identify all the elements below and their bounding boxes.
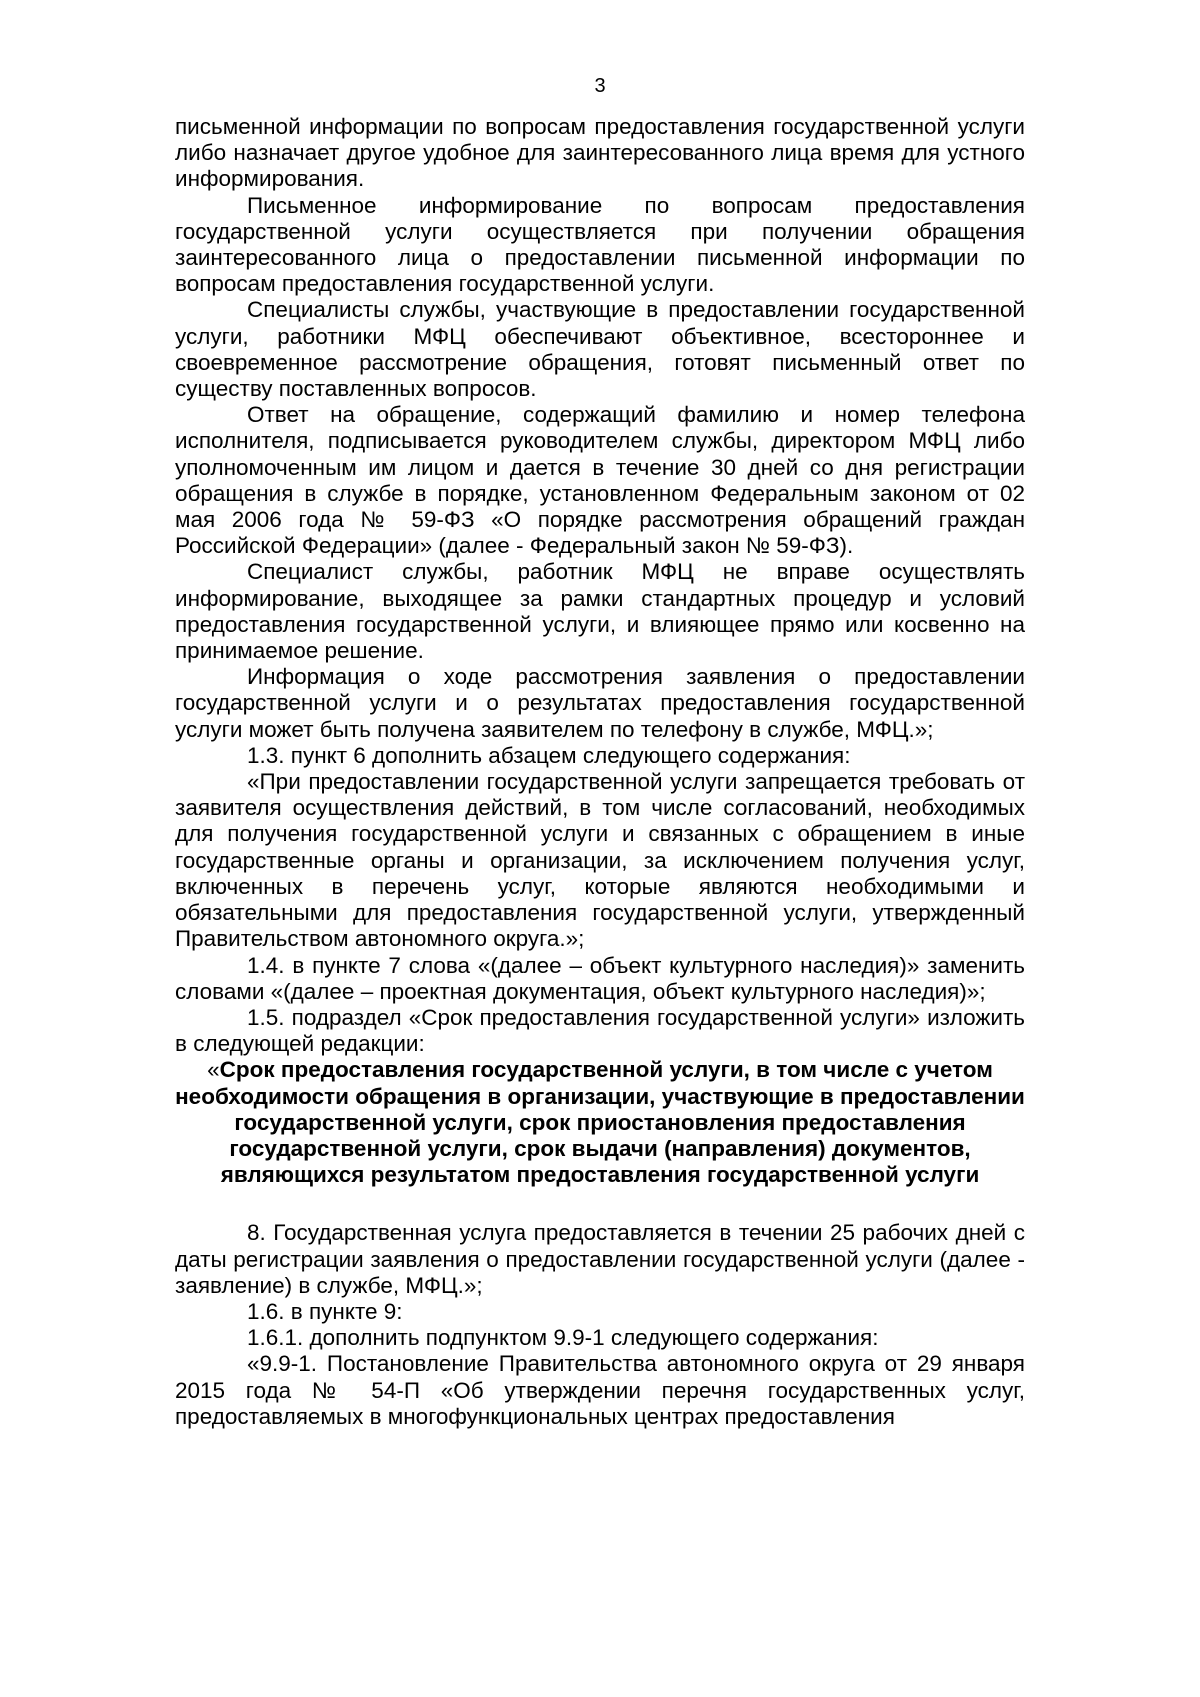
paragraph: Специалисты службы, участвующие в предоставлении государственной услуги, работники МФЦ обеспечивают объективное, всестороннее и своевременное рассмотрение обращения, готовят письменный ответ по существу поставленных вопросов. (175, 297, 1025, 402)
paragraph: 1.4. в пункте 7 слова «(далее – объект культурного наследия)» заменить словами «(далее – проектная документация, объект культурного наследия)»; (175, 952, 1025, 1004)
paragraph: письменной информации по вопросам предоставления государственной услуги либо назначает другое удобное для заинтересованного лица время для устного информирования. (175, 114, 1025, 192)
paragraph: Специалист службы, работник МФЦ не вправе осуществлять информирование, выходящее за рамки стандартных процедур и условий предоставления государственной услуги, и влияющее прямо или косвенно на принимаемое решение. (175, 559, 1025, 664)
paragraph: Ответ на обращение, содержащий фамилию и номер телефона исполнителя, подписывается руководителем службы, директором МФЦ либо уполномоченным им лицом и дается в течение 30 дней со дня регистрации обращения в службе в порядке, установленном Федеральным законом от 02 мая 2006 года № 59-ФЗ «О порядке рассмотрения обращений граждан Российской Федерации» (далее - Федеральный закон № 59-ФЗ). (175, 402, 1025, 559)
paragraph: Информация о ходе рассмотрения заявления о предоставлении государственной услуги и о результатах предоставления государственной услуги может быть получена заявителем по телефону в службе, МФЦ.»; (175, 664, 1025, 742)
heading-text: Срок предоставления государственной услуги, в том числе с учетом необходимости обращения в организации, участвующие в предоставлении государственной услуги, срок приостановления предоставления государственной услуги, срок выдачи (направления) документов, являющихся результатом предоставления государственной услуги (175, 1057, 1025, 1188)
paragraph: 1.5. подраздел «Срок предоставления государственной услуги» изложить в следующей редакции: (175, 1004, 1025, 1057)
document-body (175, 114, 1025, 1430)
paragraph: 1.3. пункт 6 дополнить абзацем следующего содержания: (247, 742, 851, 768)
paragraph: 8. Государственная услуга предоставляется в течении 25 рабочих дней с даты регистрации заявления о предоставлении государственной услуги (далее - заявление) в службе, МФЦ.»; (175, 1220, 1025, 1298)
paragraph: «При предоставлении государственной услуги запрещается требовать от заявителя осуществления действий, в том числе согласований, необходимых для получения государственной услуги и связанных с обращением в иные государственные органы и организации, за исключением получения услуг, включенных в перечень услуг, которые являются необходимыми и обязательными для предоставления государственной услуги, утвержденный Правительством автономного округа.»; (175, 769, 1025, 952)
heading-quote: « (207, 1057, 220, 1083)
paragraph: «9.9-1. Постановление Правительства автономного округа от 29 января 2015 года № 54-П «Об утверждении перечня государственных услуг, предоставляемых в многофункциональных центрах предоставления (175, 1351, 1025, 1429)
paragraph: 1.6.1. дополнить подпунктом 9.9-1 следующего содержания: (247, 1325, 879, 1351)
paragraph: Письменное информирование по вопросам предоставления государственной услуги осуществляется при получении обращения заинтересованного лица о предоставлении письменной информации по вопросам предоставления государственной услуги. (175, 192, 1025, 297)
section-heading (175, 1057, 1025, 1188)
paragraph: 1.6. в пункте 9: (247, 1298, 403, 1324)
page-number: 3 (594, 75, 606, 97)
